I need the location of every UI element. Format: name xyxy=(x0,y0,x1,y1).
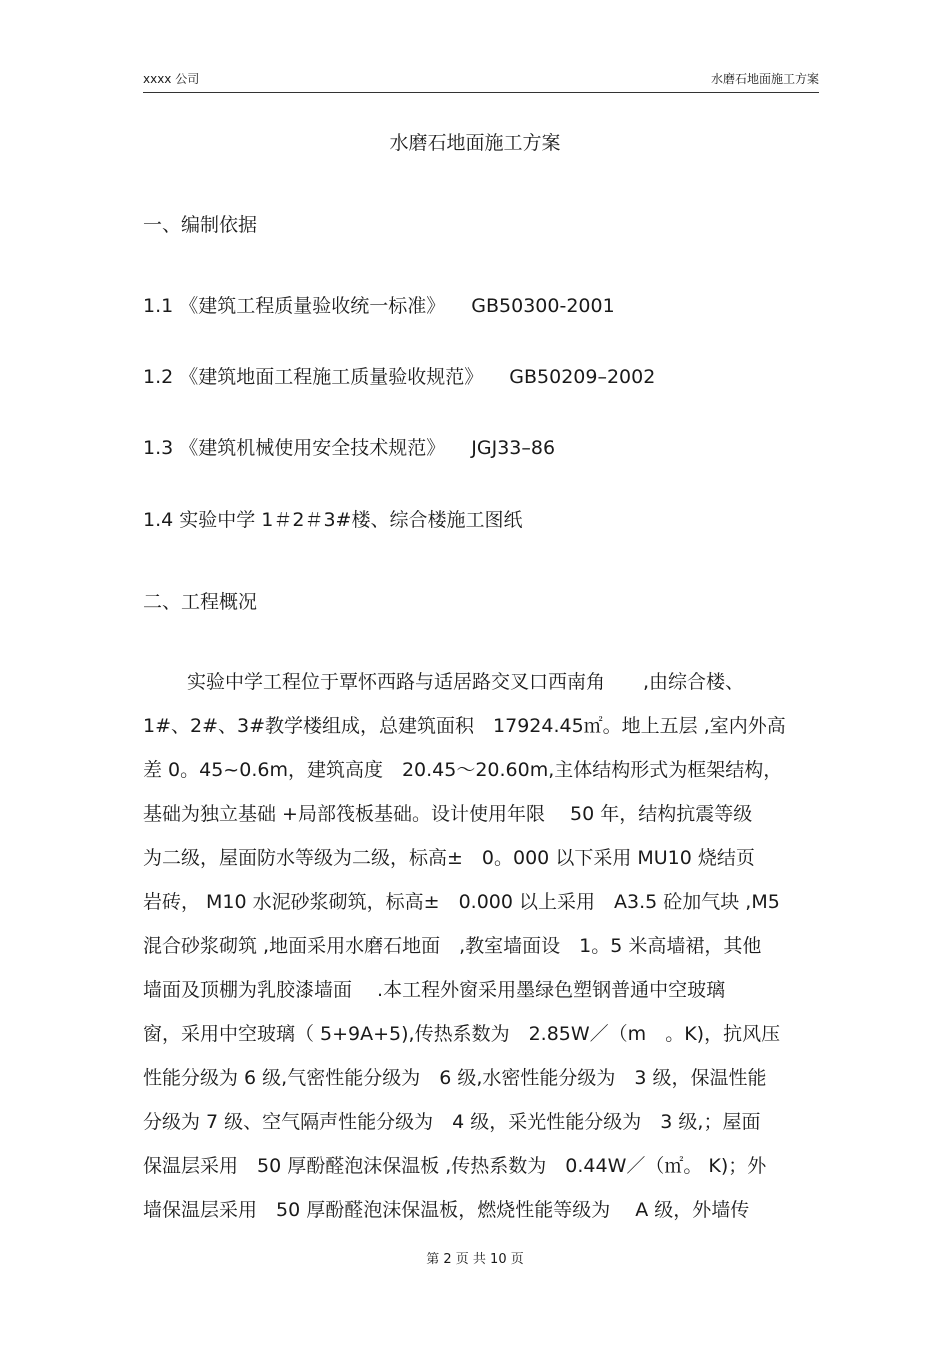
reference-code: GB50209–2002 xyxy=(509,366,656,388)
reference-item xyxy=(143,362,655,389)
paragraph-line: 保温层采用 50 厚酚醛泡沫保温板 ,传热系数为 0.44W／（㎡。 K)；外 xyxy=(143,1155,767,1177)
reference-code: GB50300-2001 xyxy=(471,295,615,317)
reference-item xyxy=(143,505,522,532)
paragraph-line: 为二级，屋面防水等级为二级，标高± 0。000 以下采用 MU10 烧结页 xyxy=(143,847,755,869)
reference-code: JGJ33–86 xyxy=(471,437,556,459)
document-title: 水磨石地面施工方案 xyxy=(389,132,561,154)
header-doc-title: 水磨石地面施工方案 xyxy=(710,72,819,86)
paragraph-line: 基础为独立基础 +局部筏板基础。设计使用年限 50 年，结构抗震等级 xyxy=(143,803,753,825)
paragraph-line: 墙保温层采用 50 厚酚醛泡沫保温板，燃烧性能等级为 A 级，外墙传 xyxy=(143,1199,750,1221)
paragraph-line: 分级为 7 级、空气隔声性能分级为 4 级，采光性能分级为 3 级,；屋面 xyxy=(143,1111,761,1133)
section-heading-overview: 二、工程概况 xyxy=(143,591,258,613)
reference-item xyxy=(143,291,615,318)
section-heading-basis: 一、编制依据 xyxy=(143,214,258,236)
paragraph-line: 窗，采用中空玻璃（ 5+9A+5),传热系数为 2.85W／（m 。K)，抗风压 xyxy=(143,1023,781,1045)
paragraph-line: 墙面及顶棚为乳胶漆墙面 .本工程外窗采用墨绿色塑钢普通中空玻璃 xyxy=(143,979,726,1001)
reference-title: 1.2 《建筑地面工程施工质量验收规范》 xyxy=(143,366,484,388)
reference-item xyxy=(143,433,555,460)
page-footer: 第 2 页 共 10 页 xyxy=(426,1252,524,1267)
header-company: xxxx 公司 xyxy=(143,72,200,86)
paragraph-line: 混合砂浆砌筑 ,地面采用水磨石地面 ,教室墙面设 1。5 米高墙裙，其他 xyxy=(143,935,762,957)
reference-title: 1.4 实验中学 1＃2＃3#楼、综合楼施工图纸 xyxy=(143,509,523,531)
page-header xyxy=(143,70,819,93)
paragraph-line: 性能分级为 6 级,气密性能分级为 6 级,水密性能分级为 3 级，保温性能 xyxy=(143,1067,767,1089)
paragraph-line: 岩砖， M10 水泥砂浆砌筑，标高± 0.000 以上采用 A3.5 砼加气块 ,M5 xyxy=(143,891,780,913)
paragraph-line: 差 0。45~0.6m，建筑高度 20.45～20.60m,主体结构形式为框架结构， xyxy=(143,759,783,781)
paragraph-line: 1#、2#、3#教学楼组成，总建筑面积 17924.45㎡。地上五层 ,室内外高 xyxy=(143,715,786,737)
reference-title: 1.1 《建筑工程质量验收统一标准》 xyxy=(143,295,446,317)
paragraph-line: 实验中学工程位于覃怀西路与适居路交叉口西南角 ,由综合楼、 xyxy=(187,671,745,693)
reference-title: 1.3 《建筑机械使用安全技术规范》 xyxy=(143,437,446,459)
